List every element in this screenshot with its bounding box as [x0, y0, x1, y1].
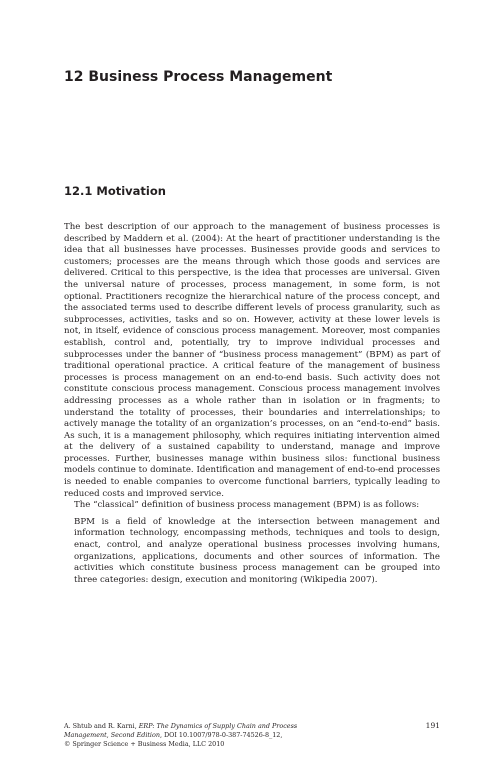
page-number: 191 — [425, 721, 440, 730]
section-title: 12.1 Motivation — [64, 184, 166, 198]
block-quote: BPM is a field of knowledge at the intersection between management and information technology, encompassing methods, techniques and tools to design, enact, control, and analyze operational business processes involving humans, organizations, applications, documents and other sources of information. The activities which constitute business process management can be grouped into three categories: design, execution and monitoring (Wikipedia 2007). — [74, 516, 440, 585]
footer-book-title-2: Management, Second Edition — [64, 730, 160, 739]
footer-doi: , DOI 10.1007/978-0-387-74526-8_12, — [159, 730, 283, 739]
body-text — [64, 222, 440, 586]
paragraph-1: The best description of our approach to the management of business processes is described by Maddern et al. (2004): At the heart of practitioner understanding is the idea that all businesses have processes. Businesses provide goods and services to customers; processes are the means through which those goods and services are delivered. Critical to this perspective, is the idea that processes are universal. Given the universal nature of processes, process management, in some form, is not optional. Practitioners recognize the hierarchical nature of the process concept, and the associated terms used to describe different levels of process granularity, such as subprocesses, activities, tasks and so on. However, activity at these lower levels is not, in itself, evidence of conscious process management. Moreover, most companies establish, control and, potentially, try to improve individual processes and subprocesses under the banner of “business process management” (BPM) as part of traditional operational practice. A critical feature of the management of business processes is process management on an end-to-end basis. Such activity does not constitute conscious process management. Conscious process management involves addressing processes as a whole rather than in isolation or in fragments; to understand the totality of processes, their boundaries and interrelationships; to actively manage the totality of an organization’s processes, on an “end-to-end” basis. As such, it is a management philosophy, which requires initiating intervention aimed at the delivery of a sustained capability to understand, manage and improve processes. Further, businesses manage within business silos: functional business models continue to dominate. Identification and management of end-to-end processes is needed to enable companies to overcome functional barriers, typically leading to reduced costs and improved service. — [64, 222, 440, 499]
footer-book-title-1: ERP: The Dynamics of Supply Chain and Process — [138, 722, 298, 730]
page — [64, 0, 440, 759]
chapter-title: 12 Business Process Management — [64, 69, 333, 85]
footer — [64, 722, 440, 748]
footer-authors: A. Shtub and R. Karni, — [64, 722, 139, 730]
footer-copyright: © Springer Science + Business Media, LLC 2010 — [64, 739, 225, 748]
footer-citation-line-2 — [64, 731, 440, 740]
paragraph-2: The “classical” definition of business process management (BPM) is as follows: — [74, 500, 420, 511]
footer-citation-line-1 — [64, 722, 440, 731]
